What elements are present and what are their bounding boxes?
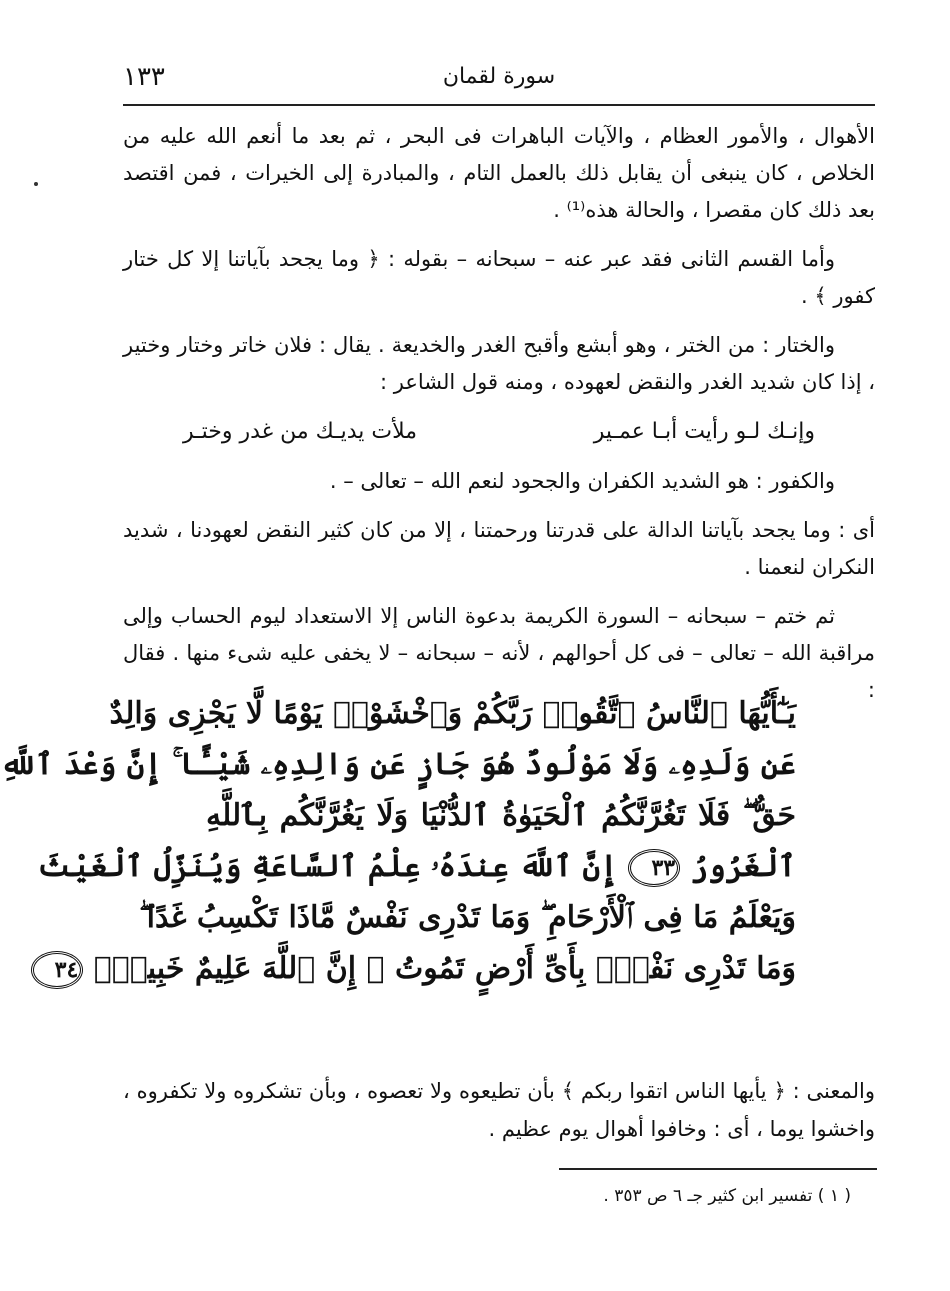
page-header: [123, 58, 875, 98]
footnote: ( ١ ) تفسير ابن كثير جـ ٦ ص ٣٥٣ .: [603, 1186, 851, 1206]
paragraph: والكفور : هو الشديد الكفران والجحود لنعم الله – تعالى – .: [329, 469, 835, 493]
header-divider: [123, 104, 875, 106]
page-number: ١٣٣: [123, 62, 165, 92]
ayah-number-marker: ٣٤: [31, 951, 83, 989]
poetry-verse: [123, 413, 875, 453]
body-text: [123, 118, 875, 721]
quran-line: عَن وَلَدِهِۦ وَلَا مَوْلُودٌ هُوَ جَازٍ عَن وَالِدِهِۦ شَيْـًٔا ۚ إِنَّ وَعْدَ ٱللَّهِ: [0, 747, 796, 782]
scan-mark: [34, 182, 38, 186]
quran-line: وَيَعْلَمُ مَا فِى ٱلْأَرْحَامِ ۖ وَمَا تَدْرِى نَفْسٌ مَّاذَا تَكْسِبُ غَدًا ۖ: [139, 900, 796, 935]
quran-line: [54, 943, 796, 994]
quran-line-part: إِنَّ ٱللَّهَ عِندَهُۥ عِلْمُ ٱلسَّاعَةِ وَيُنَزِّلُ ٱلْغَيْثَ: [37, 849, 618, 884]
quran-passage: [0, 688, 796, 994]
surah-title: سورة لقمان: [442, 64, 556, 89]
paragraph: وأما القسم الثانى فقد عبر عنه – سبحانه – بقوله : ﴿ وما يجحد بآياتنا إلا كل ختار كفور ﴾ .: [123, 247, 875, 308]
meaning-paragraph: والمعنى : ﴿ يأيها الناس اتقوا ربكم ﴾ بأن تطيعوه ولا تعصوه ، وبأن تشكروه ولا تكفروه ، واخشوا يوما ، أى : وخافوا أهوال يوم عظيم .: [123, 1079, 875, 1141]
verse-second-hemistich: ملأت يديـك من غدر وختـر: [183, 419, 418, 444]
quran-line-part: وَمَا تَدْرِى نَفْسٌۢ بِأَىِّ أَرْضٍ تَمُوتُ ۚ إِنَّ ٱللَّهَ عَلِيمٌ خَبِيرٌۢ: [93, 951, 796, 986]
quran-line: يَـٰٓأَيُّهَا ٱلنَّاسُ ٱتَّقُوا۟ رَبَّكُمْ وَٱخْشَوْا۟ يَوْمًا لَّا يَجْزِى وَالِدٌ: [109, 696, 796, 731]
paragraph: الأهوال ، والأمور العظام ، والآيات الباهرات فى البحر ، ثم بعد ما أنعم الله عليه من الخلاص ، كان ينبغى أن يقابل ذلك بالعمل التام ، والمبادرة إلى الخيرات ، فمن اقتصد بعد ذلك كان مقصرا ، والحالة هذه⁽¹⁾ .: [123, 124, 875, 222]
ayah-number-marker: ٣٣: [628, 849, 680, 887]
quran-line: [37, 841, 796, 892]
paragraph: أى : وما يجحد بآياتنا الدالة على قدرتنا ورحمتنا ، إلا من كان كثير النقض لعهودنا ، شديد النكران لنعمنا .: [123, 518, 875, 579]
verse-first-hemistich: وإنـك لـو رأيت أبـا عمـير: [593, 419, 815, 444]
quran-line: حَقٌّ ۖ فَلَا تَغُرَّنَّكُمُ ٱلْحَيَوٰةُ ٱلدُّنْيَا وَلَا يَغُرَّنَّكُم بِٱللَّهِ: [206, 798, 796, 833]
paragraph: ثم ختم – سبحانه – السورة الكريمة بدعوة الناس إلا الاستعداد ليوم الحساب وإلى مراقبة الله – تعالى – فى كل أحوالهم ، لأنه – سبحانه – لا يخفى عليه شىء منها . فقال :: [123, 604, 875, 702]
footnote-divider: [559, 1168, 877, 1170]
paragraph: والختار : من الختر ، وهو أبشع وأقبح الغدر والخديعة . يقال : فلان خاتر وختار وختير ، إذا كان شديد الغدر والنقض لعهوده ، ومنه قول الشاعر :: [123, 333, 875, 394]
quran-line-part: ٱلْغَرُورُ: [690, 849, 796, 884]
